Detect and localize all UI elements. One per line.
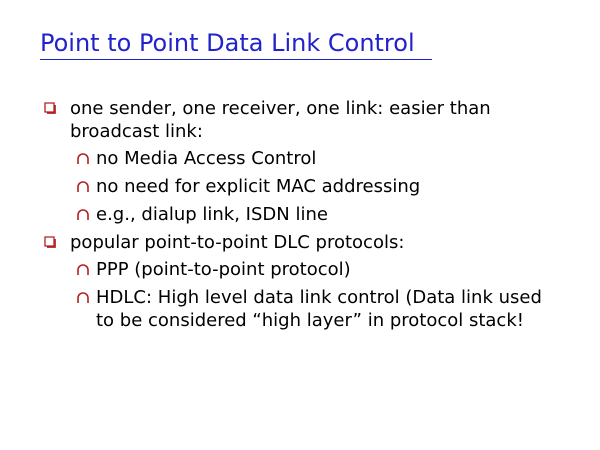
bullet-point [0, 97, 600, 226]
square-bullet-icon [44, 236, 58, 250]
circle-bullet-icon [76, 152, 90, 166]
sub-bullet-point [70, 203, 560, 226]
sub-bullet-point [70, 258, 560, 281]
sub-bullet-text: HDLC: High level data link control (Data link used to be considered “high layer” in protocol stack! [96, 287, 542, 331]
sub-bullet-text: PPP (point-to-point protocol) [96, 259, 351, 280]
circle-bullet-icon [76, 180, 90, 194]
sub-bullet-text: no Media Access Control [96, 148, 317, 169]
bullet-list [0, 97, 600, 337]
sub-bullet-point [70, 147, 560, 170]
circle-bullet-icon [76, 263, 90, 277]
sub-bullet-list [70, 147, 560, 226]
sub-bullet-text: e.g., dialup link, ISDN line [96, 204, 328, 225]
circle-bullet-icon [76, 208, 90, 222]
title-underline [40, 59, 432, 60]
bullet-text: one sender, one receiver, one link: easier than broadcast link: [70, 98, 491, 142]
slide-title: Point to Point Data Link Control [40, 29, 415, 57]
square-bullet-icon [44, 102, 58, 116]
sub-bullet-point [70, 175, 560, 198]
bullet-point [0, 231, 600, 332]
bullet-text: popular point-to-point DLC protocols: [70, 232, 405, 253]
sub-bullet-point [70, 286, 560, 332]
circle-bullet-icon [76, 291, 90, 305]
sub-bullet-list [70, 258, 560, 332]
sub-bullet-text: no need for explicit MAC addressing [96, 176, 421, 197]
